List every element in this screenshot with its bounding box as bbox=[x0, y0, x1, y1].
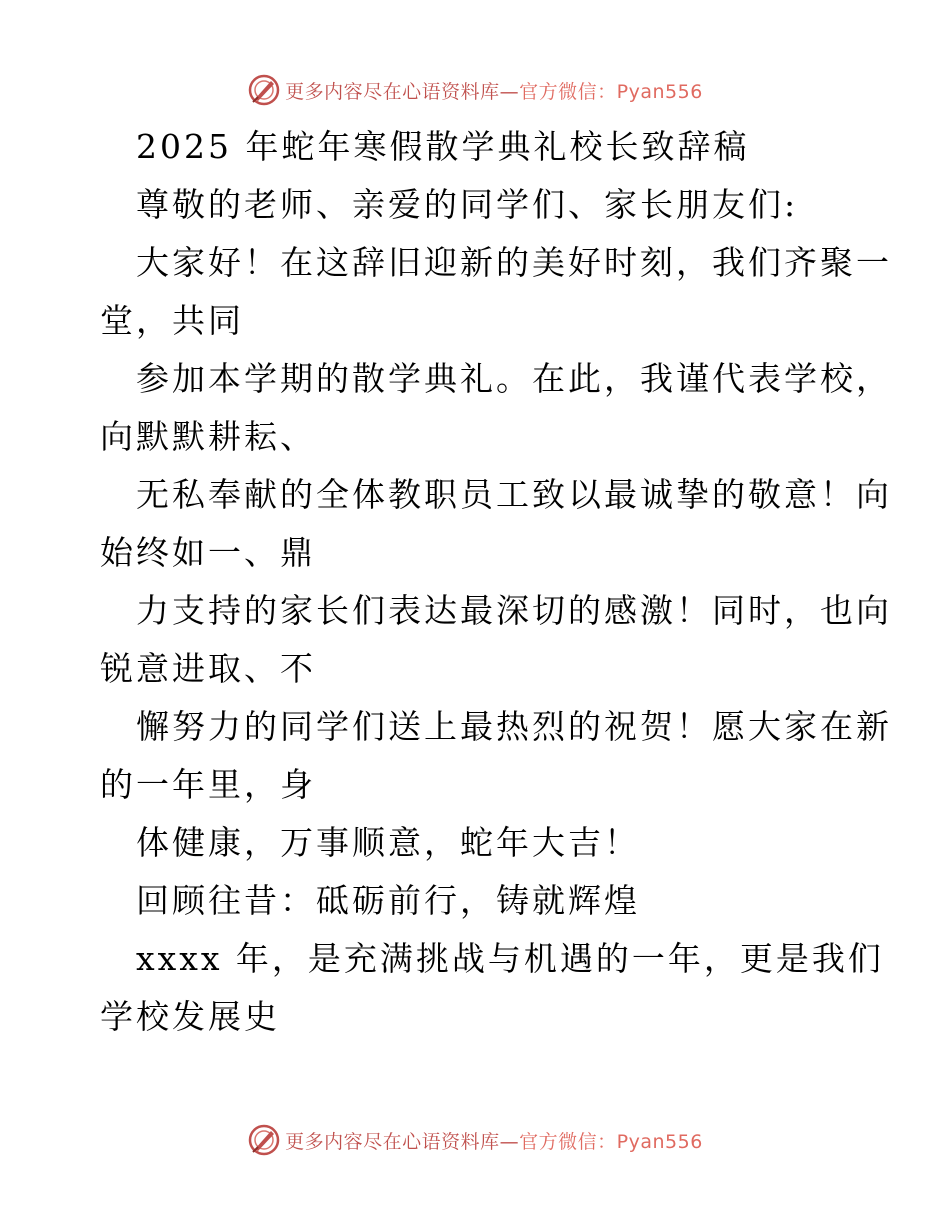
paragraph-line: 学校发展史 bbox=[100, 997, 280, 1036]
document-body bbox=[100, 118, 892, 1046]
paragraph-line: 力支持的家长们表达最深切的感激！同时，也向 bbox=[136, 591, 892, 630]
header-banner bbox=[0, 70, 950, 110]
paragraph-line: 锐意进取、不 bbox=[100, 649, 316, 688]
banner-text: 更多内容尽在心语资料库—官方微信：Pyan556 bbox=[285, 80, 703, 103]
paragraph-line: 向默默耕耘、 bbox=[100, 417, 316, 456]
document-title: 2025 年蛇年寒假散学典礼校长致辞稿 bbox=[136, 127, 750, 166]
quill-logo-icon bbox=[247, 1123, 281, 1157]
salutation: 尊敬的老师、亲爱的同学们、家长朋友们: bbox=[136, 185, 799, 224]
paragraph-line: 大家好！在这辞旧迎新的美好时刻，我们齐聚一 bbox=[136, 243, 892, 282]
paragraph-line: 体健康，万事顺意，蛇年大吉！ bbox=[136, 823, 640, 862]
paragraph-line: 懈努力的同学们送上最热烈的祝贺！愿大家在新 bbox=[136, 707, 892, 746]
paragraph-line: xxxx 年，是充满挑战与机遇的一年，更是我们 bbox=[136, 939, 884, 978]
banner-text: 更多内容尽在心语资料库—官方微信：Pyan556 bbox=[285, 1130, 703, 1153]
paragraph-line: 的一年里，身 bbox=[100, 765, 316, 804]
quill-logo-icon bbox=[247, 73, 281, 107]
paragraph-line: 无私奉献的全体教职员工致以最诚挚的敬意！向 bbox=[136, 475, 892, 514]
paragraph-line: 堂，共同 bbox=[100, 301, 244, 340]
footer-banner bbox=[0, 1120, 950, 1160]
paragraph-line: 始终如一、鼎 bbox=[100, 533, 316, 572]
section-heading: 回顾往昔：砥砺前行，铸就辉煌 bbox=[136, 881, 640, 920]
paragraph-line: 参加本学期的散学典礼。在此，我谨代表学校， bbox=[136, 359, 892, 398]
